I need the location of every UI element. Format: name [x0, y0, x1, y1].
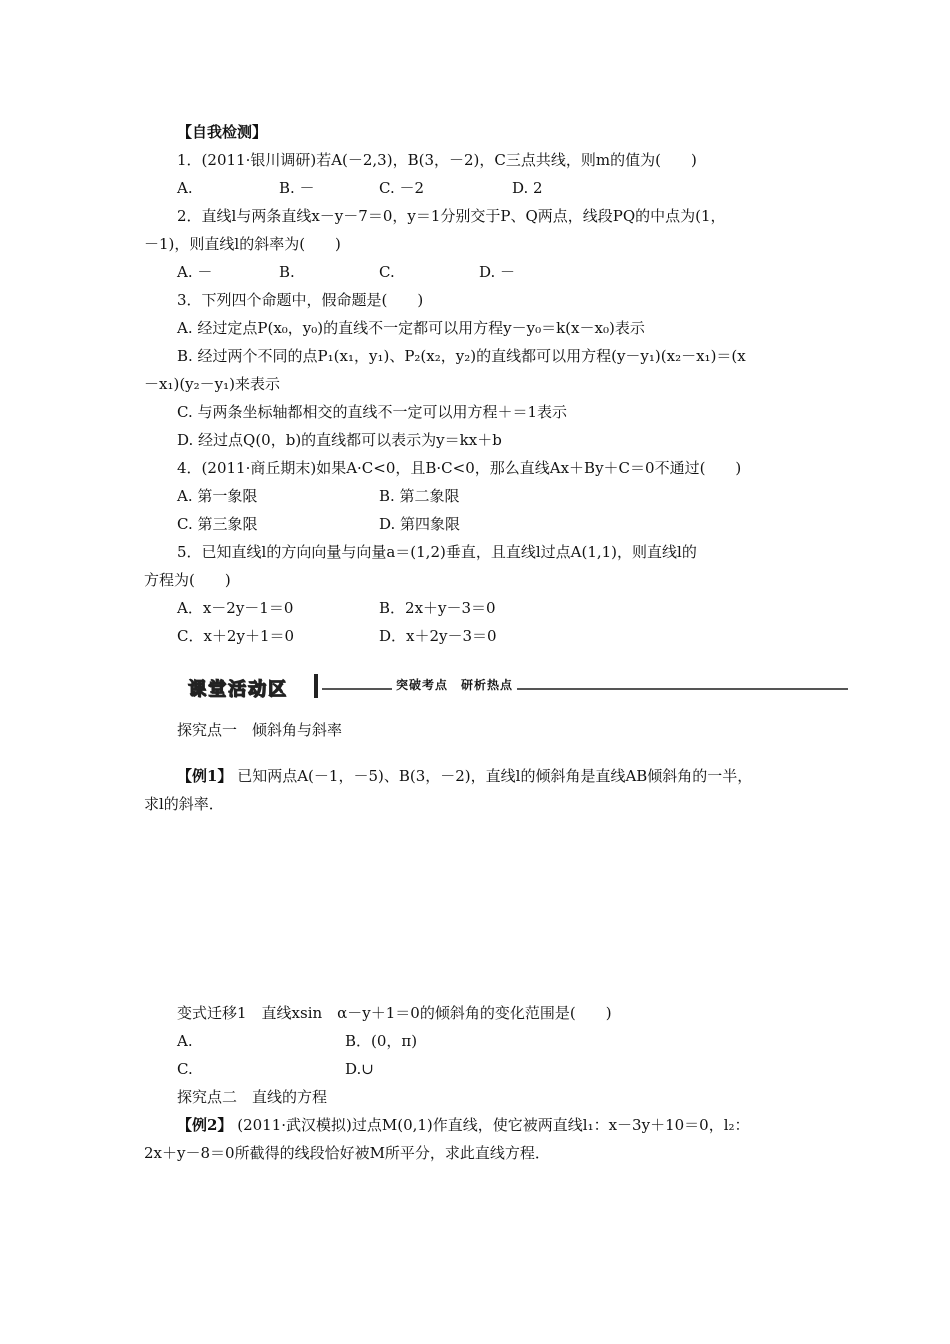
- question-3-option-d: D. 经过点Q(0，b)的直线都可以表示为y＝kx＋b: [177, 431, 502, 449]
- example-1-text: 已知两点A(－1，－5)、B(3，－2)，直线l的倾斜角是直线AB倾斜角的一半，: [237, 767, 753, 785]
- question-2-stem-line-1: 2．直线l与两条直线x－y－7＝0，y＝1分别交于P、Q两点，线段PQ的中点为(1，: [177, 207, 726, 225]
- question-4-option-c: C. 第三象限: [177, 515, 258, 533]
- example-2-label: 【例2】: [177, 1116, 233, 1134]
- variant-1-option-a: A.: [177, 1032, 193, 1050]
- question-1-option-a: A.: [177, 179, 193, 197]
- question-5-stem-line-1: 5．已知直线l的方向向量与向量a＝(1,2)垂直，且直线l过点A(1,1)，则直线l的: [177, 543, 697, 561]
- question-5-option-c: C．x＋2y＋1＝0: [177, 627, 295, 645]
- question-1-option-d: D. 2: [512, 179, 543, 197]
- question-2-option-c: C.: [379, 263, 395, 281]
- variant-1-stem: 变式迁移1 直线xsin α－y＋1＝0的倾斜角的变化范围是( ): [177, 1004, 612, 1022]
- example-1-line-1: [177, 766, 752, 786]
- question-3-option-a: A. 经过定点P(x₀，y₀)的直线不一定都可以用方程y－y₀＝k(x－x₀)表示: [177, 319, 645, 337]
- section-banner: [180, 674, 848, 700]
- question-1-stem: 1．(2011·银川调研)若A(－2,3)，B(3，－2)，C三点共线，则m的值为( ): [177, 151, 697, 169]
- question-4-option-a: A. 第一象限: [177, 487, 258, 505]
- banner-subtitle: 突破考点 研析热点: [392, 676, 517, 693]
- question-4-option-b: B. 第二象限: [379, 487, 460, 505]
- example-1-line-2: 求l的斜率．: [144, 795, 224, 813]
- question-4-option-d: D. 第四象限: [379, 515, 461, 533]
- self-check-heading: 【自我检测】: [177, 123, 268, 141]
- variant-1-option-b: B．(0，π): [345, 1032, 418, 1050]
- banner-title-box: [180, 674, 318, 698]
- question-3-option-b-line-2: －x₁)(y₂－y₁)来表示: [144, 375, 281, 393]
- variant-1-option-c: C.: [177, 1060, 193, 1078]
- banner-title: 课堂活动区: [188, 679, 288, 700]
- question-5-option-a: A．x－2y－1＝0: [177, 599, 294, 617]
- question-1-option-b: B. －: [279, 179, 315, 197]
- question-5-option-d: D．x＋2y－3＝0: [379, 627, 497, 645]
- example-2-text: (2011·武汉模拟)过点M(0,1)作直线，使它被两直线l₁：x－3y＋10＝0，l₂：: [237, 1116, 750, 1134]
- question-2-stem-line-2: －1)，则直线l的斜率为( ): [144, 235, 341, 253]
- question-5-option-b: B．2x＋y－3＝0: [379, 599, 496, 617]
- example-1-label: 【例1】: [177, 767, 233, 785]
- section-1-title: 探究点一 倾斜角与斜率: [177, 721, 343, 739]
- question-5-stem-line-2: 方程为( ): [144, 571, 231, 589]
- question-2-option-a: A. －: [177, 263, 213, 281]
- example-2-line-1: [177, 1115, 750, 1135]
- variant-1-option-d: D.∪: [345, 1060, 374, 1078]
- question-2-option-b: B.: [279, 263, 295, 281]
- question-3-option-b-line-1: B. 经过两个不同的点P₁(x₁，y₁)、P₂(x₂，y₂)的直线都可以用方程(y－y₁)(x₂－x₁)＝(x: [177, 347, 746, 365]
- section-2-title: 探究点二 直线的方程: [177, 1088, 328, 1106]
- question-2-option-d: D. －: [479, 263, 516, 281]
- example-2-line-2: 2x＋y－8＝0所截得的线段恰好被M所平分，求此直线方程．: [144, 1144, 550, 1162]
- question-1-option-c: C. －2: [379, 179, 425, 197]
- question-4-stem: 4．(2011·商丘期末)如果A·C<0，且B·C<0，那么直线Ax＋By＋C＝0不通过( ): [177, 459, 742, 477]
- question-3-stem: 3．下列四个命题中，假命题是( ): [177, 291, 424, 309]
- question-3-option-c: C. 与两条坐标轴都相交的直线不一定可以用方程＋＝1表示: [177, 403, 568, 421]
